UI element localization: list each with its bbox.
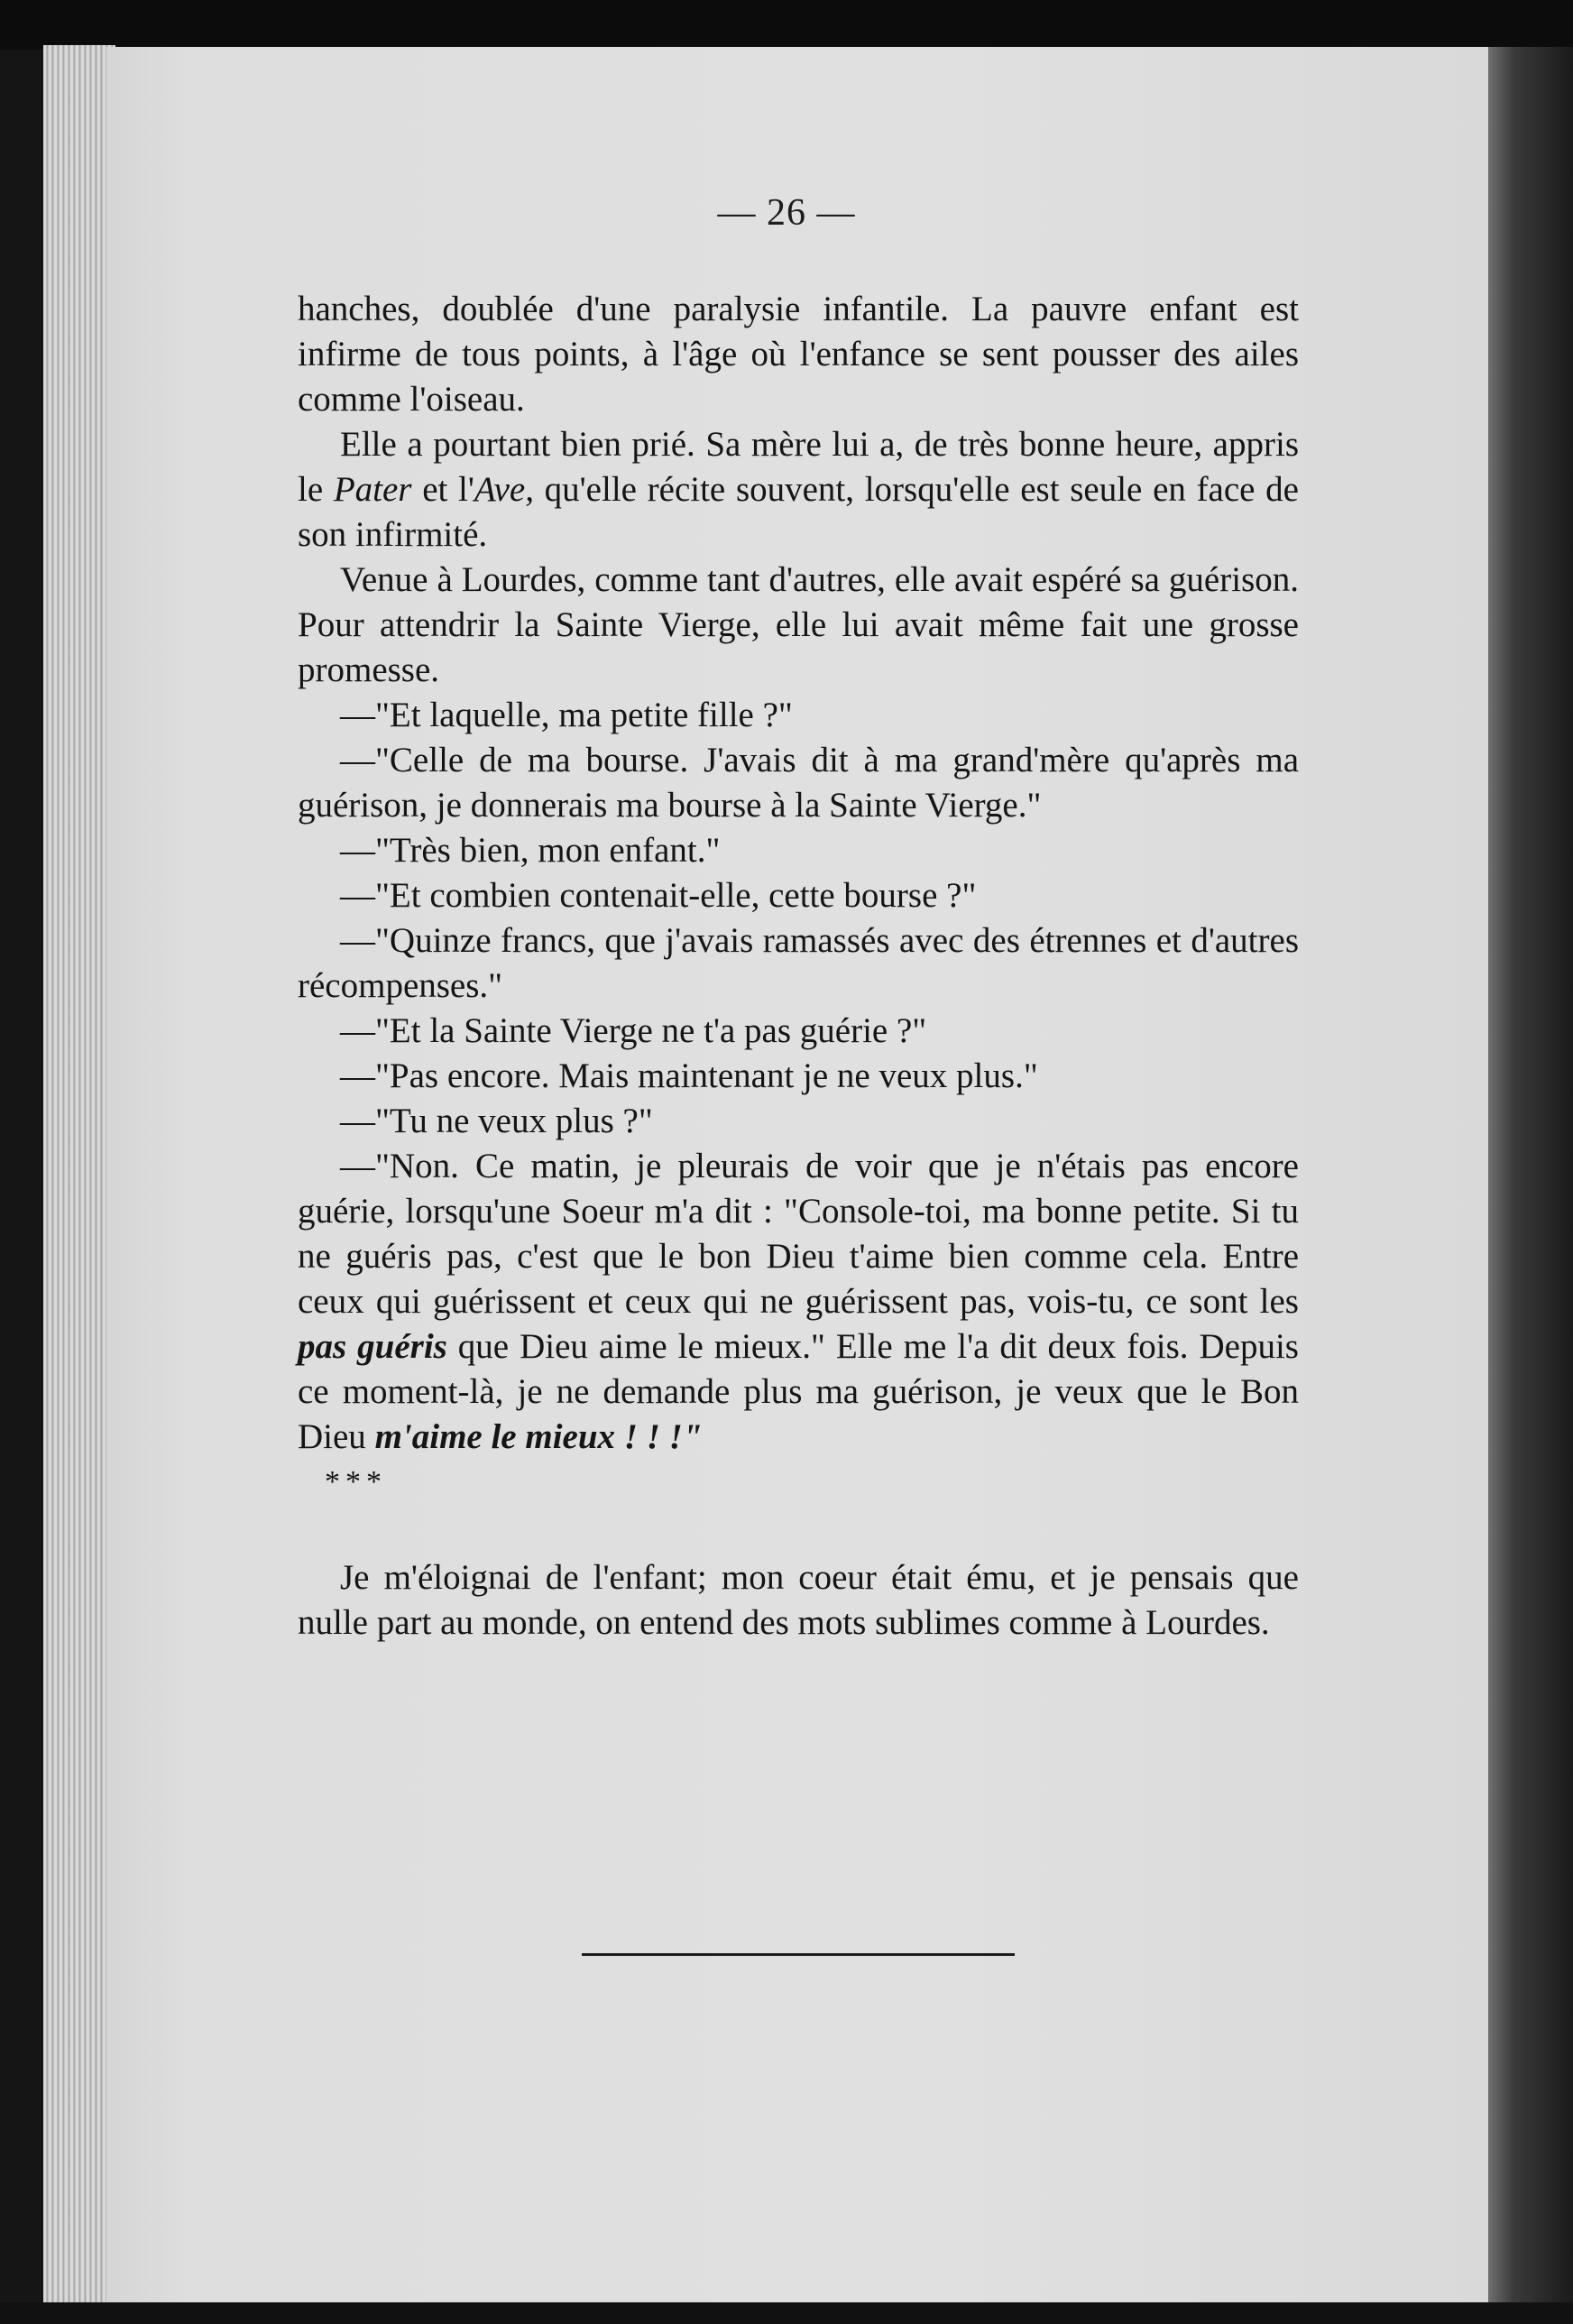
dialogue-line: —"Et laquelle, ma petite fille ?" <box>340 696 793 734</box>
dialogue-line: —"Et la Sainte Vierge ne t'a pas guérie ?" <box>340 1011 927 1050</box>
scan-border-top <box>0 0 1573 50</box>
dialogue-line: —"Tu ne veux plus ?" <box>340 1102 653 1140</box>
scan-border-bottom <box>0 2302 1573 2324</box>
emphasis: Pater <box>333 470 412 509</box>
emphasis: Ave, <box>474 470 534 509</box>
book-page-edges <box>43 45 115 2308</box>
end-rule <box>582 1953 1015 1956</box>
dialogue-line: —"Celle de ma bourse. J'avais dit à ma grand'mère qu'après ma guérison, je donnerais ma bourse à la Sainte Vierge." <box>298 741 1299 825</box>
dialogue-line: —"Très bien, mon enfant." <box>340 831 721 870</box>
paragraph: Venue à Lourdes, comme tant d'autres, elle avait espéré sa guérison. Pour attendrir la Sainte Vierge, elle lui avait même fait une grosse promesse. <box>298 560 1299 689</box>
emphasis: pas guéris <box>298 1327 447 1366</box>
dialogue-line: —"Quinze francs, que j'avais ramassés avec des étrennes et d'autres récompenses." <box>298 921 1299 1005</box>
paragraph: Elle a pourtant bien prié. Sa mère lui a, de très bonne heure, appris le Pater et l'Ave, qu'elle récite souvent, lorsqu'elle est seule en face de son infirmité. <box>298 425 1299 554</box>
page-number: — 26 — <box>717 192 856 234</box>
body-text <box>298 287 1299 1646</box>
paragraph: Je m'éloignai de l'enfant; mon coeur était ému, et je pensais que nulle part au monde, on entend des mots sublimes comme à Lourdes. <box>298 1558 1299 1642</box>
dialogue-line: —"Pas encore. Mais maintenant je ne veux plus." <box>340 1056 1038 1095</box>
dialogue-line: —"Non. Ce matin, je pleurais de voir que je n'étais pas encore guérie, lorsqu'une Soeur m'a dit : "Console-toi, ma bonne petite. Si tu ne guéris pas, c'est que le bon Dieu t'aime bien comme cela. Entre ceux qui guérissent et ceux qui ne guérissent pas, vois-tu, ce sont les pas guéris que Dieu aime le mieux." Elle me l'a dit deux fois. Depuis ce moment-là, je ne demande plus ma guérison, je veux que le Bon Dieu m'aime le mieux ! ! !" <box>298 1147 1299 1456</box>
dialogue-line: —"Et combien contenait-elle, cette bourse ?" <box>340 876 977 915</box>
paragraph: hanches, doublée d'une paralysie infantile. La pauvre enfant est infirme de tous points, à l'âge où l'enfance se sent pousser des ailes comme l'oiseau. <box>298 290 1299 419</box>
binding-shadow <box>1488 47 1573 2302</box>
section-separator: *** <box>325 1465 387 1499</box>
emphasis: m'aime le mieux ! ! !" <box>374 1417 703 1456</box>
